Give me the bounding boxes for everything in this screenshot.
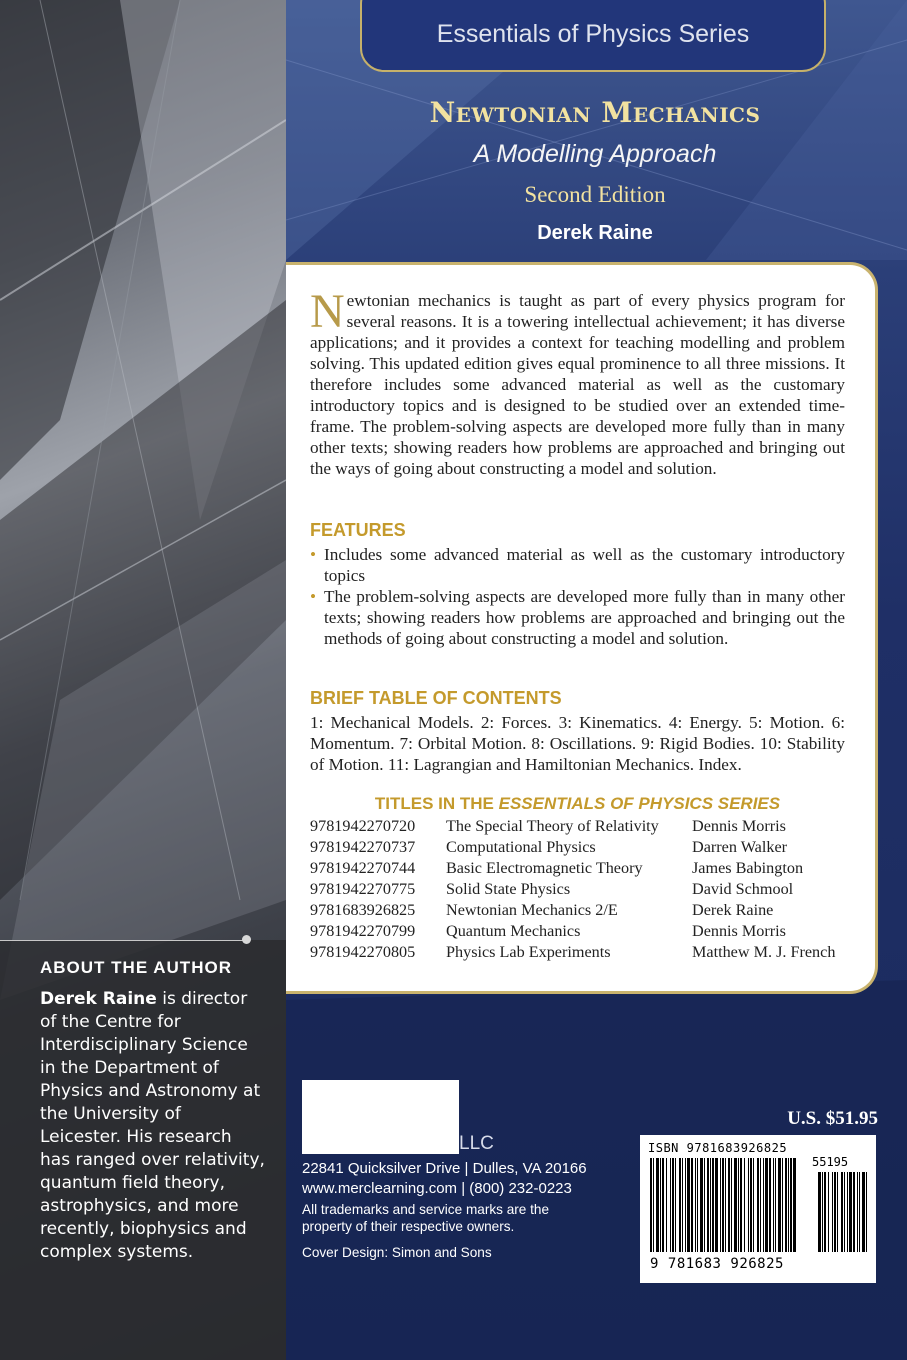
table-row: 9781942270799 Quantum Mechanics Dennis Morris — [310, 922, 786, 940]
barcode-bar — [763, 1158, 764, 1252]
drop-cap: N — [310, 285, 345, 338]
barcode-bar — [765, 1158, 768, 1252]
barcode-bar — [656, 1158, 659, 1252]
author-name: Derek Raine — [40, 989, 157, 1009]
barcode-bar — [818, 1172, 821, 1252]
feature-item: • The problem-solving aspects are developed more fully than in many other texts; showing readers how problems are approached and bringing out the methods of going about constructing a model and solution. — [310, 587, 845, 648]
barcode-bar — [731, 1158, 732, 1252]
publisher-address: 22841 Quicksilver Drive | Dulles, VA 20166 — [302, 1160, 587, 1177]
barcode-bar — [844, 1172, 845, 1252]
barcode-bar — [662, 1158, 664, 1252]
barcode-bar — [660, 1158, 661, 1252]
barcode-bar — [679, 1158, 681, 1252]
barcode-bar — [712, 1158, 714, 1252]
barcode-bar — [744, 1158, 745, 1252]
publisher-web: www.merclearning.com | (800) 232-0223 — [302, 1180, 572, 1197]
barcode-bar — [778, 1158, 781, 1252]
barcode-bar — [695, 1158, 696, 1252]
barcode-bar — [828, 1172, 829, 1252]
series-titles-table — [310, 816, 850, 963]
barcode-bar — [675, 1158, 676, 1252]
price-label: U.S. $51.95 — [787, 1108, 878, 1129]
barcode-bar — [725, 1158, 726, 1252]
barcode-bar — [775, 1158, 776, 1252]
barcode-digits: 9 781683 926825 — [650, 1256, 784, 1272]
price-code: 55195 — [812, 1155, 849, 1169]
barcode-bar — [687, 1158, 690, 1252]
barcode-bar — [859, 1172, 860, 1252]
bullet-icon: • — [310, 587, 317, 606]
feature-item: • Includes some advanced material as well as the customary introductory topics — [310, 545, 845, 585]
barcode-bar — [773, 1158, 774, 1252]
barcode-bar — [710, 1158, 711, 1252]
barcode-bar — [750, 1158, 752, 1252]
features-list — [310, 544, 845, 649]
publisher-logo-placeholder — [302, 1080, 459, 1154]
barcode-bar — [722, 1158, 724, 1252]
barcode-bar — [862, 1172, 865, 1252]
features-heading: FEATURES — [310, 520, 406, 540]
table-row: 9781942270805 Physics Lab Experiments Matthew M. J. French — [310, 943, 836, 961]
barcode-bar — [650, 1158, 652, 1252]
barcode-bar — [748, 1158, 749, 1252]
barcode-bar — [822, 1172, 823, 1252]
barcode-bar — [849, 1172, 852, 1252]
table-row: 9781942270737 Computational Physics Darren Walker — [310, 838, 788, 856]
barcode-bar — [753, 1158, 754, 1252]
table-row: 9781683926825 Newtonian Mechanics 2/E Derek Raine — [310, 901, 774, 919]
barcode-bar — [824, 1172, 826, 1252]
barcode-bar — [670, 1158, 671, 1252]
barcode-bar — [837, 1172, 838, 1252]
barcode-bar — [857, 1172, 858, 1252]
barcode-bar — [757, 1158, 759, 1252]
table-row: 9781942270744 Basic Electromagnetic Theory James Babington — [310, 859, 804, 877]
isbn-label: ISBN 9781683926825 — [648, 1141, 788, 1155]
barcode-bar — [728, 1158, 730, 1252]
description-text: ewtonian mechanics is taught as part of every physics program for several reasons. It is a towering intellectual achievement; it has diverse applications; and it provides a context for teaching modelling and problem solving. This updated edition gives equal prominence to all three missions. It therefore includes some advanced material as well as the customary introductory topics and is designed to be studied over an extended time-frame. The problem-solving aspects are developed more fully than in many other texts; showing readers how problems are approached and bringing out the ways of going about constructing a model and solution. — [310, 291, 845, 478]
barcode-bar — [691, 1158, 693, 1252]
table-row: 9781942270775 Solid State Physics David Schmool — [310, 880, 794, 898]
barcode-bar — [715, 1158, 718, 1252]
book-title: Newtonian Mechanics — [429, 96, 761, 129]
barcode-bar — [866, 1172, 867, 1252]
barcode-bar — [853, 1172, 855, 1252]
barcode-bar — [769, 1158, 771, 1252]
barcode-bar — [672, 1158, 674, 1252]
barcode-bar — [734, 1158, 737, 1252]
book-author: Derek Raine — [537, 222, 653, 244]
barcode-bar — [793, 1158, 796, 1252]
series-list-heading: TITLES IN THE ESSENTIALS OF PHYSICS SERIES — [374, 794, 781, 813]
trademark-notice: All trademarks and service marks are the property of their respective owners. — [302, 1202, 550, 1234]
book-edition: Second Edition — [524, 182, 666, 207]
barcode-bar — [707, 1158, 709, 1252]
book-subtitle: A Modelling Approach — [473, 140, 717, 168]
barcode-bar — [785, 1158, 787, 1252]
table-row: 9781942270720 The Special Theory of Relativity Dennis Morris — [310, 817, 786, 835]
barcode-bar — [847, 1172, 848, 1252]
barcode-bar — [782, 1158, 783, 1252]
about-author-bio: Derek Raine is director of the Centre for Interdisciplinary Science in the Department of Physics and Astronomy at the University of Leicester. His research has ranged over relativity, quantum field theory, astrophysics, and more recently, biophysics and complex systems. — [40, 989, 265, 1262]
barcode-bar — [788, 1158, 789, 1252]
barcode-bar — [697, 1158, 698, 1252]
barcode-bar — [704, 1158, 705, 1252]
barcode-bar — [832, 1172, 833, 1252]
cover-design-credit: Cover Design: Simon and Sons — [302, 1245, 492, 1260]
barcode-bar — [653, 1158, 654, 1252]
series-title: Essentials of Physics Series — [436, 20, 750, 48]
divider-dot — [242, 935, 251, 944]
barcode-bar — [738, 1158, 739, 1252]
barcode-bar — [834, 1172, 836, 1252]
barcode-bar — [685, 1158, 686, 1252]
divider-line — [0, 940, 248, 941]
about-author-heading: ABOUT THE AUTHOR — [40, 958, 232, 977]
barcode-bar — [666, 1158, 667, 1252]
book-description — [310, 285, 845, 479]
publisher-suffix: LLC — [459, 1133, 494, 1154]
toc-text: 1: Mechanical Models. 2: Forces. 3: Kinematics. 4: Energy. 5: Motion. 6: Momentum. 7: Orbital Motion. 8: Oscillations. 9: Rigid Bodies. 10: Stability of Motion. 11: Lagrangian and Hamiltonian Mechanics. Index. — [310, 713, 845, 774]
barcode-bar — [790, 1158, 792, 1252]
barcode-bar — [760, 1158, 761, 1252]
barcode-bar — [841, 1172, 843, 1252]
barcode-bar — [700, 1158, 703, 1252]
bullet-icon: • — [310, 545, 317, 564]
barcode-icon — [648, 1158, 870, 1256]
barcode-bar — [720, 1158, 721, 1252]
toc-heading: BRIEF TABLE OF CONTENTS — [310, 688, 562, 708]
barcode-bar — [740, 1158, 742, 1252]
barcode-bar — [682, 1158, 683, 1252]
